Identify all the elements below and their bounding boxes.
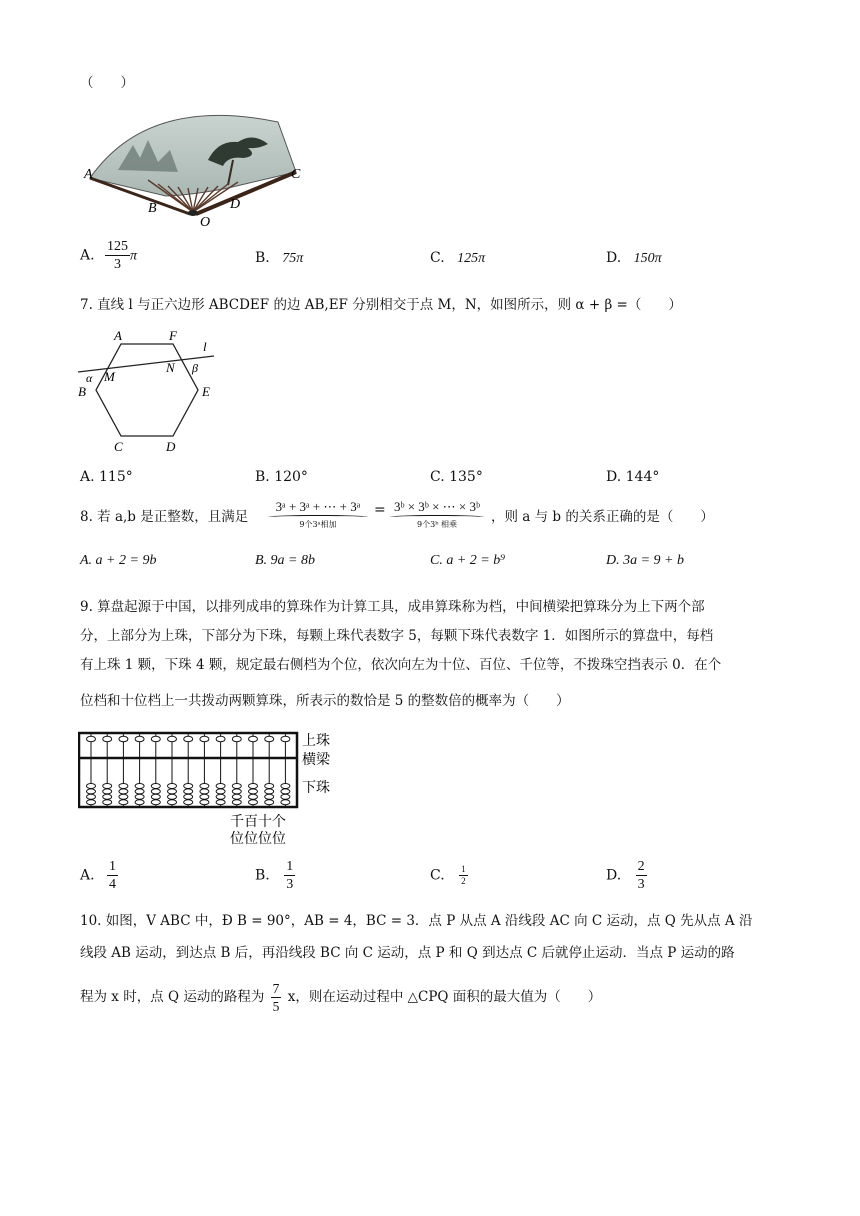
q8-option-B[interactable]: B. 9a = 8b <box>255 553 315 568</box>
abacus-figure <box>78 730 338 850</box>
label-alpha: α <box>86 371 93 385</box>
abacus-lower-bead <box>200 784 209 789</box>
abacus-lower-bead <box>168 784 177 789</box>
abacus-lower-bead <box>103 800 112 805</box>
fan-pivot <box>188 210 198 216</box>
fan-label-D: D <box>230 197 241 212</box>
option-C[interactable]: C. 125π <box>430 250 486 266</box>
abacus-lower-bead <box>232 800 241 805</box>
question-8-prefix: 8. 若 a,b 是正整数，且满足 <box>80 509 249 525</box>
hex-label-B: B <box>78 384 86 399</box>
abacus-upper-bead <box>119 736 128 742</box>
option-A[interactable]: A. $\frac{125}{3}$ π <box>80 239 138 272</box>
abacus-upper-bead <box>216 736 225 742</box>
abacus-upper-bead <box>151 736 160 742</box>
label-place-top: 千百十个 <box>230 815 286 830</box>
abacus-lower-bead <box>135 794 144 799</box>
question-9-line3: 有上珠 1 颗，下珠 4 颗，规定最右侧档为个位，依次向左为十位、百位、千位等，不拨珠空挡表示 0．在个 <box>80 657 722 673</box>
abacus-lower-bead <box>216 784 225 789</box>
hex-label-D: D <box>166 439 176 454</box>
abacus-upper-bead <box>232 736 241 742</box>
hex-label-C: C <box>114 439 123 454</box>
q7-option-D[interactable]: D. 144° <box>606 469 660 485</box>
abacus-lower-bead <box>200 800 209 805</box>
fan-label-B: B <box>148 201 157 216</box>
label-upper-beads: 上珠 <box>302 734 330 749</box>
abacus-lower-bead <box>265 789 274 794</box>
question-answer-paren: （ ） <box>80 75 134 91</box>
point-label-M: M <box>104 369 115 384</box>
abacus-lower-bead <box>103 789 112 794</box>
abacus-lower-bead <box>249 794 258 799</box>
abacus-lower-bead <box>216 794 225 799</box>
question-7-stem: 7. 直线 l 与正六边形 ABCDEF 的边 AB,EF 分别相交于点 M，N，如图所示，则 α + β =（ ） <box>80 297 682 313</box>
abacus-lower-bead <box>200 794 209 799</box>
option-B[interactable]: B. 75π <box>255 250 304 266</box>
question-9-line4: 位档和十位档上一共拨动两颗算珠，所表示的数恰是 5 的整数倍的概率为（ ） <box>80 693 570 709</box>
abacus-lower-bead <box>216 789 225 794</box>
label-lower-beads: 下珠 <box>302 781 330 796</box>
label-beam: 横梁 <box>302 753 330 768</box>
abacus-lower-bead <box>119 789 128 794</box>
folding-fan-figure <box>78 100 308 230</box>
hex-label-E: E <box>202 384 210 399</box>
abacus-lower-bead <box>151 794 160 799</box>
abacus-lower-bead <box>184 784 193 789</box>
abacus-lower-bead <box>265 800 274 805</box>
q8-rhs: 3ᵇ × 3ᵇ × ⋯ × 3ᵇ 9个3ᵇ 相乘 <box>384 499 490 530</box>
abacus-lower-bead <box>103 784 112 789</box>
abacus-lower-bead <box>281 800 290 805</box>
abacus-lower-bead <box>184 794 193 799</box>
hexagon-figure <box>76 326 226 456</box>
fan-label-O: O <box>200 215 211 230</box>
point-label-N: N <box>166 360 175 375</box>
label-l: l <box>203 339 207 354</box>
abacus-lower-bead <box>87 800 96 805</box>
abacus-upper-bead <box>87 736 96 742</box>
abacus-lower-bead <box>119 784 128 789</box>
q9-option-A[interactable]: A. $\frac{1}{4}$ <box>80 859 117 892</box>
hex-label-A: A <box>114 328 122 343</box>
abacus-lower-bead <box>281 794 290 799</box>
q8-equals: = <box>374 502 386 518</box>
abacus-lower-bead <box>184 800 193 805</box>
abacus-lower-bead <box>151 800 160 805</box>
q7-option-B[interactable]: B. 120° <box>255 469 308 485</box>
abacus-lower-bead <box>249 789 258 794</box>
abacus-lower-bead <box>232 794 241 799</box>
option-letter: A. <box>80 247 95 264</box>
abacus-lower-bead <box>281 789 290 794</box>
hex-label-F: F <box>169 328 177 343</box>
question-8-suffix: ，则 a 与 b 的关系正确的是（ ） <box>491 509 714 525</box>
abacus-lower-bead <box>232 789 241 794</box>
abacus-lower-bead <box>184 789 193 794</box>
fan-label-A: A <box>84 167 93 182</box>
abacus-lower-bead <box>249 784 258 789</box>
abacus-lower-bead <box>87 784 96 789</box>
abacus-lower-bead <box>151 784 160 789</box>
abacus-upper-bead <box>168 736 177 742</box>
abacus-lower-bead <box>281 784 290 789</box>
abacus-rods <box>87 734 290 806</box>
abacus-upper-bead <box>249 736 258 742</box>
abacus-lower-bead <box>232 784 241 789</box>
hexagon <box>96 344 198 436</box>
label-place-bottom: 位位位位 <box>230 832 286 847</box>
q8-option-C[interactable]: C. a + 2 = b⁹ <box>430 553 506 568</box>
abacus-lower-bead <box>103 794 112 799</box>
q9-option-B[interactable]: B. $\frac{1}{3}$ <box>255 859 294 892</box>
question-10-line2: 线段 AB 运动，到达点 B 后，再沿线段 BC 向 C 运动，点 P 和 Q 到达点 C 后就停止运动．当点 P 运动的路 <box>80 945 735 961</box>
abacus-lower-bead <box>135 784 144 789</box>
abacus-lower-bead <box>119 800 128 805</box>
q9-option-C[interactable]: C. $\frac{1}{2}$ <box>430 864 466 886</box>
label-beta: β <box>192 361 198 375</box>
abacus-lower-bead <box>119 794 128 799</box>
abacus-lower-bead <box>87 789 96 794</box>
abacus-upper-bead <box>103 736 112 742</box>
abacus-lower-bead <box>135 789 144 794</box>
abacus-lower-bead <box>265 794 274 799</box>
abacus-lower-bead <box>135 800 144 805</box>
q7-option-C[interactable]: C. 135° <box>430 469 483 485</box>
question-10-line1: 10. 如图，V ABC 中，Ð B = 90°，AB = 4，BC = 3．点 P 从点 A 沿线段 AC 向 C 运动，点 Q 先从点 A 沿 <box>80 913 753 929</box>
question-10-line3: 程为 x 时，点 Q 运动的路程为 $\frac{7}{5}$ x，则在运动过程中 △CPQ 面积的最大值为（ ） <box>80 981 602 1014</box>
fraction: $\frac{125}{3}$ <box>107 239 129 272</box>
abacus-upper-bead <box>135 736 144 742</box>
question-9-line1: 9. 算盘起源于中国，以排列成串的算珠作为计算工具，成串算珠称为档，中间横梁把算珠分为上下两个部 <box>80 599 705 615</box>
option-D[interactable]: D. 150π <box>606 250 662 266</box>
abacus-lower-bead <box>168 800 177 805</box>
abacus-lower-bead <box>265 784 274 789</box>
abacus-lower-bead <box>200 789 209 794</box>
abacus-lower-bead <box>87 794 96 799</box>
q8-option-A[interactable]: A. a + 2 = 9b <box>80 553 157 568</box>
abacus-upper-bead <box>184 736 193 742</box>
abacus-lower-bead <box>168 794 177 799</box>
fan-label-C: C <box>291 167 301 182</box>
q7-option-A[interactable]: A. 115° <box>80 469 133 485</box>
abacus-lower-bead <box>216 800 225 805</box>
abacus-upper-bead <box>200 736 209 742</box>
abacus-lower-bead <box>249 800 258 805</box>
abacus-lower-bead <box>151 789 160 794</box>
abacus-upper-bead <box>281 736 290 742</box>
q8-lhs: 3ᵃ + 3ᵃ + ⋯ + 3ᵃ 9个3ᵃ相加 <box>262 499 374 530</box>
abacus-lower-bead <box>168 789 177 794</box>
abacus-upper-bead <box>265 736 274 742</box>
question-9-line2: 分，上部分为上珠，下部分为下珠，每颗上珠代表数字 5，每颗下珠代表数字 1．如图所示的算盘中，每档 <box>80 628 714 644</box>
q9-option-D[interactable]: D. $\frac{2}{3}$ <box>606 859 645 892</box>
q8-option-D[interactable]: D. 3a = 9 + b <box>606 553 685 568</box>
